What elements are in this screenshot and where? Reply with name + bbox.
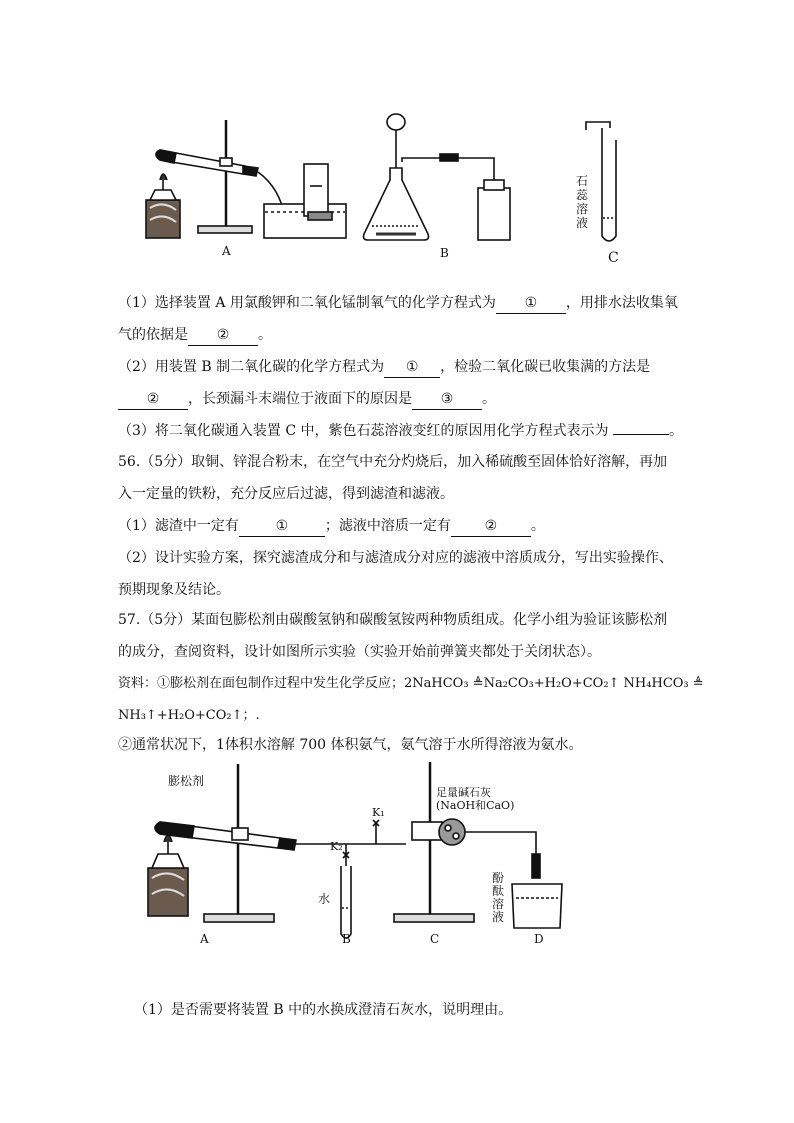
q55-p1-blank-1[interactable]: ① [496, 293, 566, 314]
q55-p2-blank-2[interactable]: ② [118, 389, 188, 410]
figure2-label-a: A [200, 932, 209, 946]
apparatus-figure-2 [130, 758, 590, 958]
q55-part2-line1: （2）用装置 B 制二氧化碳的化学方程式为 ① ，检验二氧化碳已收集满的方法是 [118, 357, 650, 378]
figure1-label-a: A [222, 244, 231, 258]
q57-info-line1: 资料：①膨松剂在面包制作过程中发生化学反应；2NaHCO₃ ≜Na₂CO₃+H₂O+CO₂↑ NH₄HCO₃ ≜ [118, 676, 704, 691]
q57-info-line3: ②通常状况下，1体积水溶解 700 体积氨气，氨气溶于水所得溶液为氨水。 [118, 737, 583, 753]
q56-p1-blank-1[interactable]: ① [239, 516, 325, 537]
q55-p2-blank-1[interactable]: ① [384, 357, 440, 378]
q56-part1: （1）滤渣中一定有 ① ；滤液中溶质一定有 ② 。 [118, 516, 545, 537]
valve-k2-label: K₂ [330, 840, 343, 853]
phenolphthalein-label: 酚 酞 溶 液 [492, 871, 505, 924]
figure2-label-b: B [342, 932, 351, 946]
q56-part2-line1: （2）设计实验方案，探究滤渣成分和与滤渣成分对应的滤液中溶质成分，写出实验操作、 [118, 550, 673, 566]
q57-stem-line1: 57.（5分）某面包膨松剂由碳酸氢钠和碳酸氢铵两种物质组成。化学小组为验证该膨松剂 [118, 612, 668, 628]
apparatus-figure-1 [140, 108, 640, 268]
figure1-label-c: C [608, 250, 619, 266]
q56-stem-line2: 入一定量的铁粉，充分反应后过滤，得到滤渣和滤液。 [118, 486, 454, 502]
fig2-apparatus-b-drawing [341, 844, 351, 938]
figure1-label-b: B [440, 246, 449, 260]
q55-part3: （3）将二氧化碳通入装置 C 中，紫色石蕊溶液变红的原因用化学方程式表示为 。 [118, 423, 683, 439]
soda-lime-label: 足量碱石灰 (NaOH和CaO) [436, 786, 515, 812]
q55-p1-blank-2[interactable]: ② [188, 325, 258, 346]
figure2-label-c: C [430, 932, 440, 946]
apparatus-c-drawing [586, 122, 616, 241]
q56-p1-blank-2[interactable]: ② [451, 516, 531, 537]
figure2-label-d: D [534, 932, 544, 946]
valve-k1-label: K₁ [372, 806, 385, 819]
litmus-label: 石 蕊 溶 液 [576, 174, 589, 230]
q55-part1-line2: 气的依据是 ② 。 [118, 325, 272, 346]
q55-p3-blank[interactable] [613, 434, 669, 435]
q56-part2-line2: 预期现象及结论。 [118, 582, 230, 598]
q55-part1-line1: （1）选择装置 A 用氯酸钾和二氧化锰制氧气的化学方程式为 ① ，用排水法收集氧 [118, 293, 678, 314]
q57-stem-line2: 的成分，查阅资料，设计如图所示实验（实验开始前弹簧夹都处于关闭状态）。 [118, 644, 601, 660]
fig2-apparatus-d-drawing [512, 854, 562, 928]
leavening-agent-label: 膨松剂 [168, 774, 205, 788]
q57-part1: （1）是否需要将装置 B 中的水换成澄清石灰水，说明理由。 [134, 1002, 513, 1018]
q56-stem-line1: 56.（5分）取铜、锌混合粉末，在空气中充分灼烧后，加入稀硫酸至固体恰好溶解，再加 [118, 454, 668, 470]
apparatus-a-drawing [146, 120, 346, 238]
q57-info-line2: NH₃↑+H₂O+CO₂↑；. [118, 708, 260, 723]
q55-part2-line2: ② ，长颈漏斗末端位于液面下的原因是 ③ 。 [118, 389, 496, 410]
apparatus-b-drawing [364, 114, 511, 240]
water-label: 水 [318, 892, 331, 906]
q55-p2-blank-3[interactable]: ③ [412, 389, 482, 410]
